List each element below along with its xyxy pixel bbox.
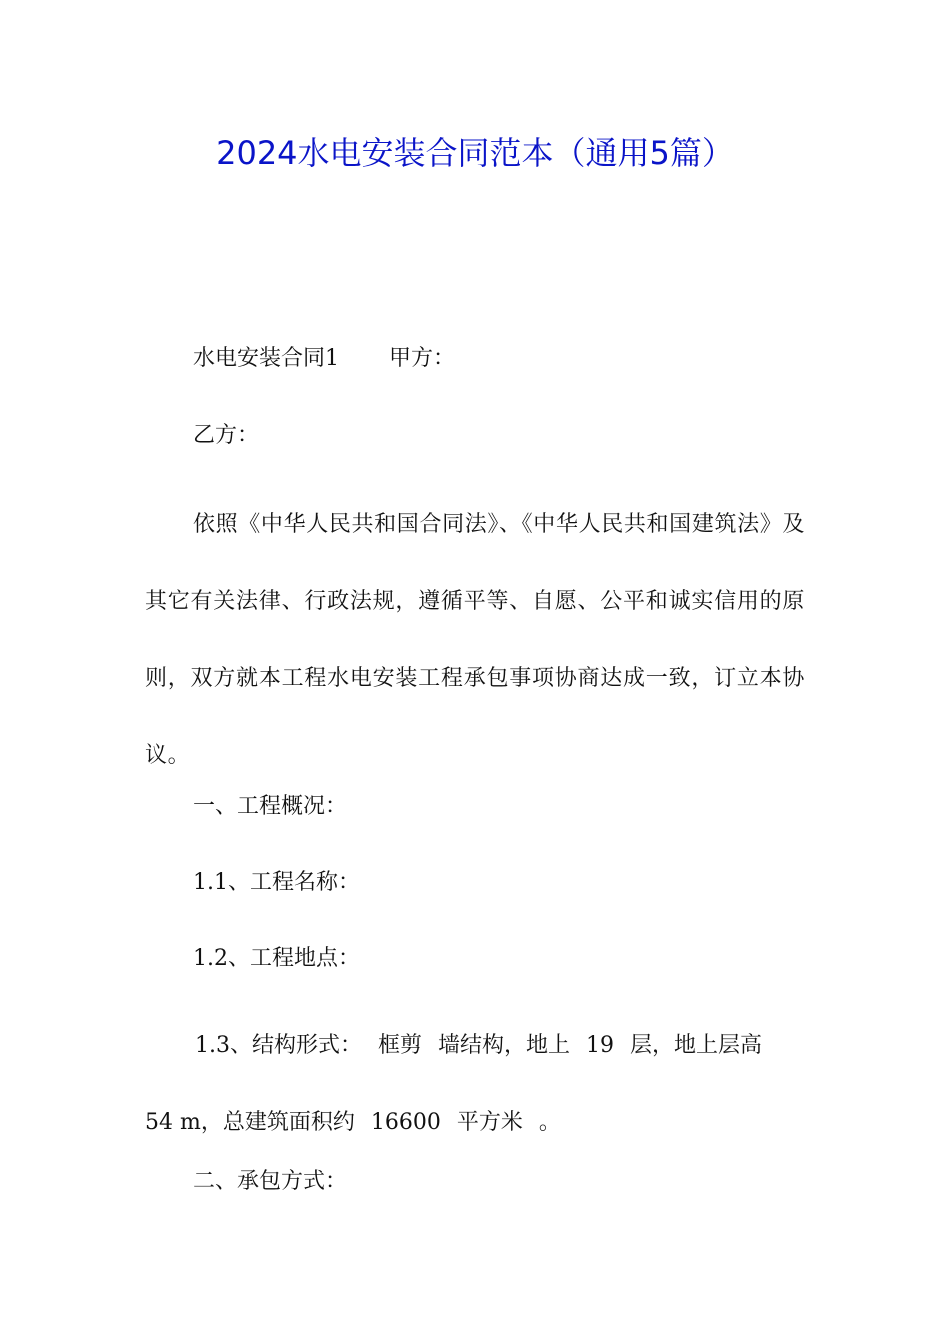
party-a-label: 甲方：	[389, 346, 456, 371]
contract-number: 水电安装合同1	[193, 346, 339, 371]
section-1-heading: 一、工程概况：	[193, 794, 348, 819]
item-1-3	[145, 1007, 807, 1161]
document-title: 2024水电安装合同范本（通用5篇）	[216, 134, 734, 172]
height-and-area: 54 m，总建筑面积约	[145, 1110, 355, 1135]
item-1-1: 1.1、工程名称：	[193, 870, 360, 895]
area-unit: 平方米	[456, 1110, 523, 1135]
area-value: 16600	[370, 1110, 441, 1135]
floor-count: 19	[586, 1033, 615, 1058]
structure-type: 框剪	[378, 1033, 423, 1058]
period: 。	[538, 1110, 561, 1135]
intro-paragraph: 依照《中华人民共和国合同法》、《中华人民共和国建筑法》及其它有关法律、行政法规，遵循平等、自愿、公平和诚实信用的原则，双方就本工程水电安装工程承包事项协商达成一致，订立本协议。	[145, 512, 805, 768]
party-b-label: 乙方：	[193, 423, 260, 448]
contract-heading-line	[193, 344, 455, 374]
item-1-3-label: 1.3、结构形式：	[195, 1033, 362, 1058]
section-2-heading: 二、承包方式：	[193, 1169, 348, 1194]
floor-height-label: 层，地上层高	[630, 1033, 763, 1058]
item-1-2: 1.2、工程地点：	[193, 946, 360, 971]
structure-desc: 墙结构，地上	[438, 1033, 571, 1058]
